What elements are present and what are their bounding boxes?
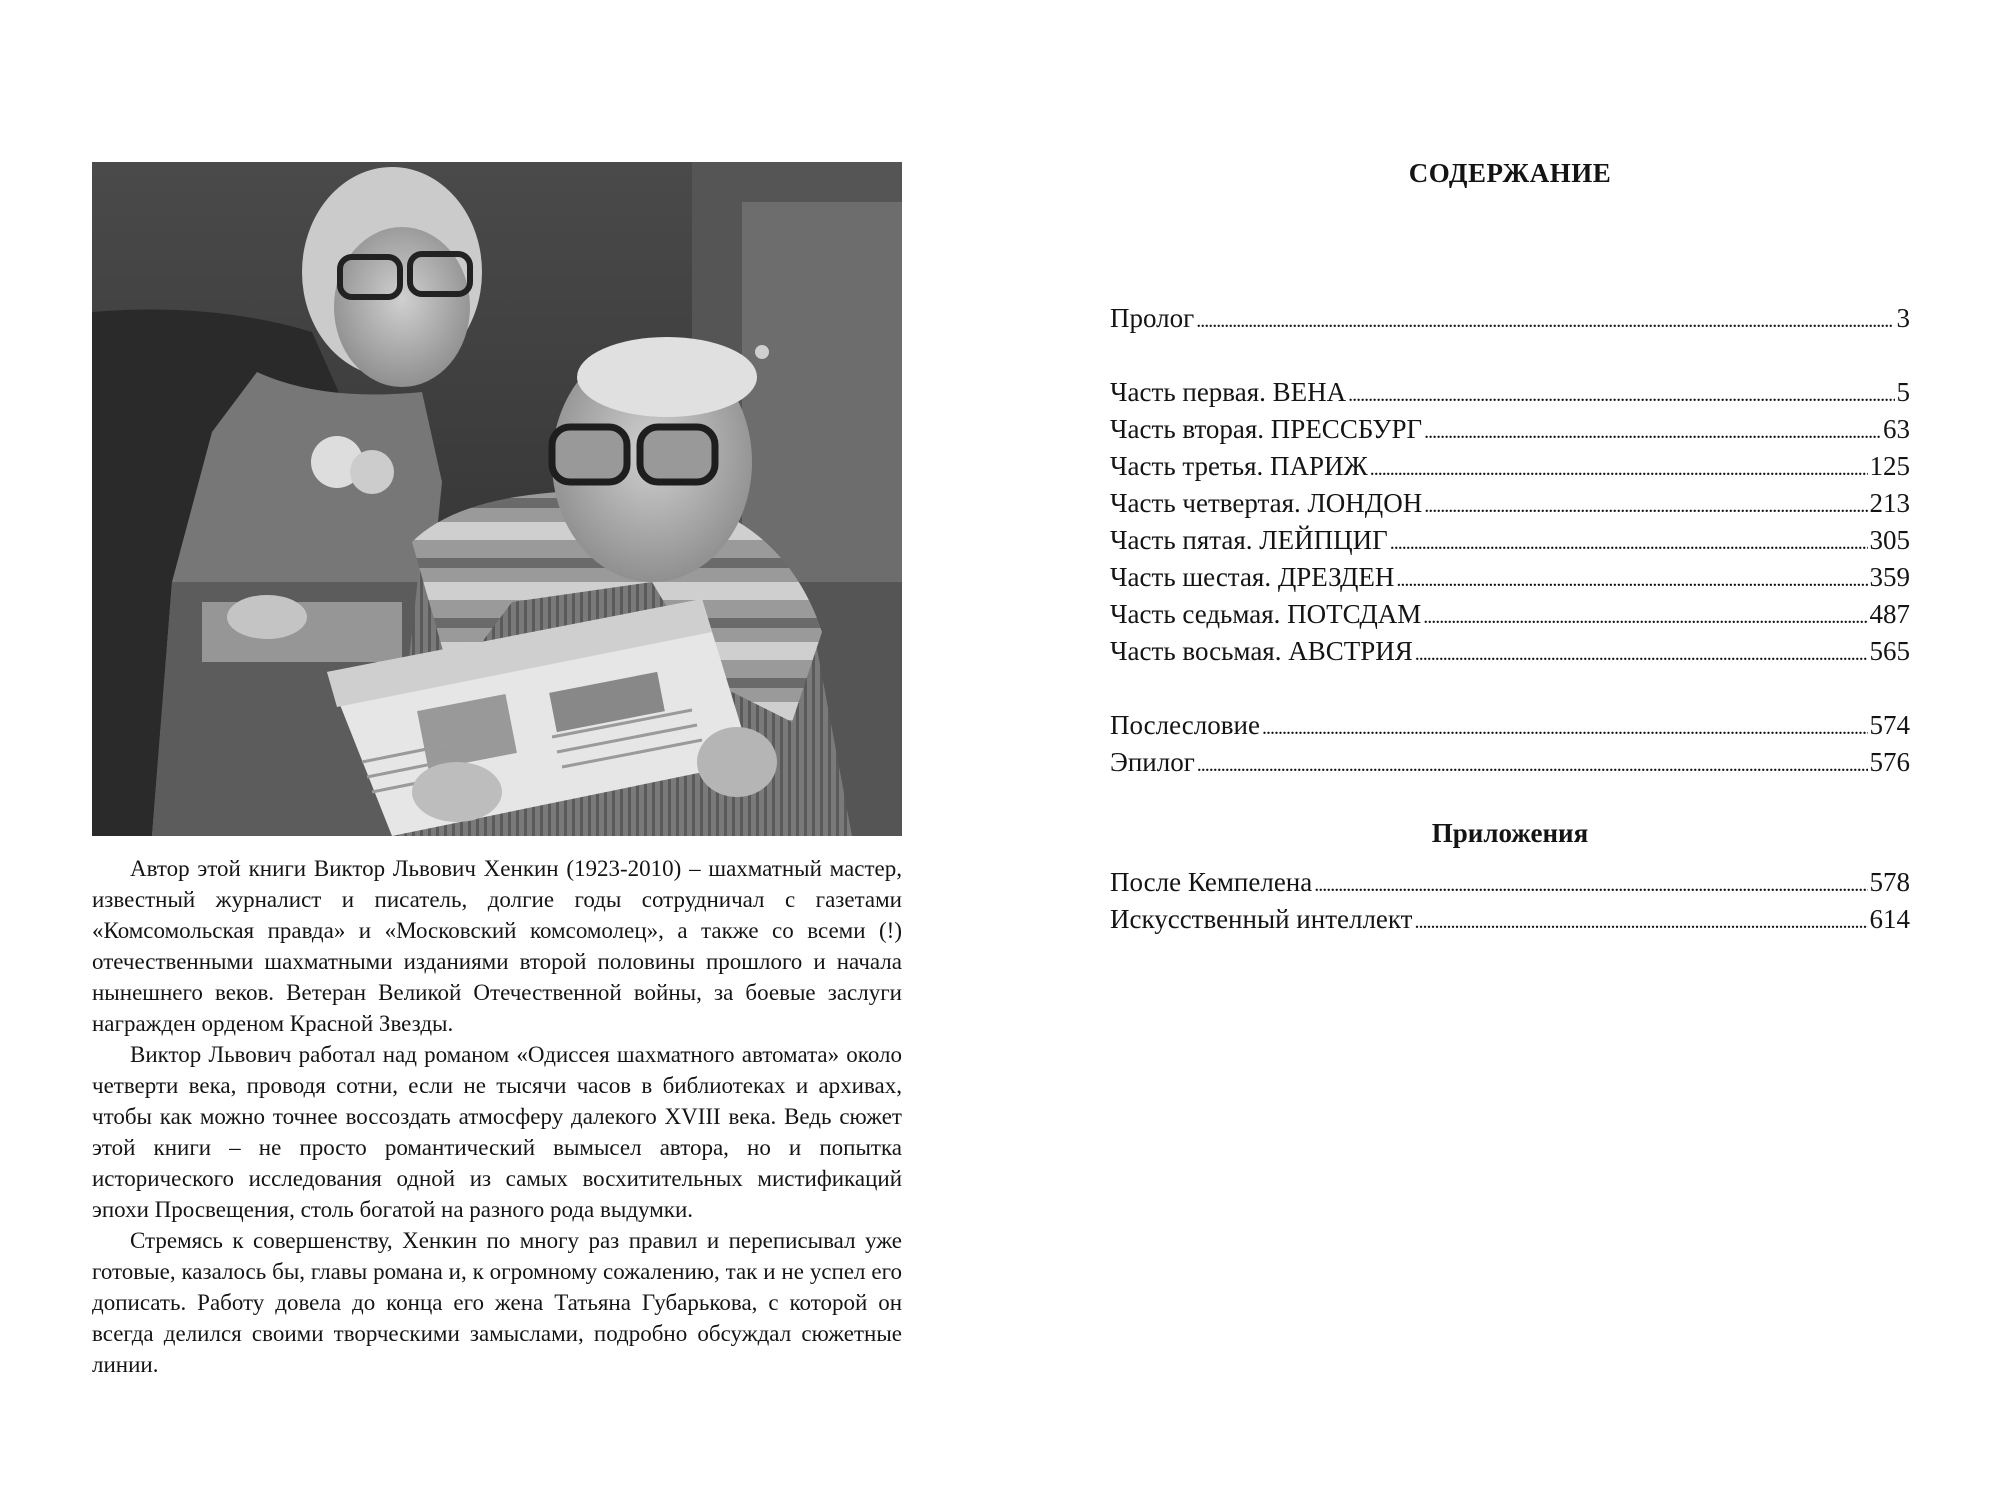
toc-leader-dots xyxy=(1314,867,1867,904)
toc-leader-dots xyxy=(1390,525,1868,562)
toc-leader-dots xyxy=(1196,303,1894,340)
bio-paragraph: Стремясь к совершенству, Хенкин по многу раз правил и переписывал уже готовые, казалось бы, главы романа и, к огромному сожалению, так и не успел его дописать. Работу довела до конца его жена Татьяна Губарькова, с которой он всегда делился своими творческими замыслами, подробно обсуждал сюжетные линии. xyxy=(92,1228,902,1377)
toc-entry-page: 305 xyxy=(1869,525,1910,555)
toc-entry-page: 565 xyxy=(1869,636,1910,666)
toc-leader-dots xyxy=(1415,636,1868,673)
toc-leader-dots xyxy=(1197,747,1868,784)
toc-entry-page: 3 xyxy=(1896,303,1910,333)
toc-entry[interactable] xyxy=(1110,300,1910,337)
toc-appendix xyxy=(1110,864,1910,938)
toc-entry[interactable] xyxy=(1110,707,1910,744)
toc-entry-label: Пролог xyxy=(1110,303,1195,333)
toc-entry-label: Часть вторая. ПРЕССБУРГ xyxy=(1110,414,1423,444)
toc-prologue xyxy=(1110,300,1910,337)
toc-entry-label: Эпилог xyxy=(1110,747,1195,777)
author-photo xyxy=(92,162,902,836)
bio-paragraph: Виктор Львович работал над романом «Одиссея шахматного автомата» около четверти века, проводя сотни, если не тысячи часов в библиотеках и архивах, чтобы как можно точнее воссоздать атмосферу далекого XVIII века. Ведь сюжет этой книги – не просто романтический вымысел автора, но и попытка исторического исследования одной из самых восхитительных мистификаций эпохи Просвещения, столь богатой на разного рода выдумки. xyxy=(92,1042,902,1222)
toc-entry-label: Часть третья. ПАРИЖ xyxy=(1110,451,1368,481)
toc-entry[interactable] xyxy=(1110,633,1910,670)
toc-entry[interactable] xyxy=(1110,559,1910,596)
toc-entry-label: Часть первая. ВЕНА xyxy=(1110,377,1347,407)
toc-entry-label: Часть седьмая. ПОТСДАМ xyxy=(1110,599,1422,629)
toc-entry-page: 213 xyxy=(1869,488,1910,518)
toc-entry-label: Часть пятая. ЛЕЙПЦИГ xyxy=(1110,525,1388,555)
toc-leader-dots xyxy=(1424,414,1881,451)
author-bio xyxy=(92,853,902,1380)
appendix-title: Приложения xyxy=(1431,818,1589,848)
toc-entry-page: 578 xyxy=(1869,867,1910,897)
toc-leader-dots xyxy=(1396,562,1867,599)
toc-leader-dots xyxy=(1262,710,1868,747)
toc-leader-dots xyxy=(1423,599,1867,636)
bio-paragraph: Автор этой книги Виктор Львович Хенкин (1923-2010) – шахматный мастер, известный журналист и писатель, долгие годы сотрудничал с газетами «Комсомольская правда» и «Московский комсомолец», а также со всеми (!) отечественными шахматными изданиями второй половины прошлого и начала нынешнего веков. Ветеран Великой Отечественной войны, за боевые заслуги награжден орденом Красной Звезды. xyxy=(92,856,902,1036)
toc-entry[interactable] xyxy=(1110,596,1910,633)
toc-entry[interactable] xyxy=(1110,901,1910,938)
toc-entry[interactable] xyxy=(1110,744,1910,781)
toc-entry-label: Послесловие xyxy=(1110,710,1260,740)
toc-entry-page: 5 xyxy=(1896,377,1910,407)
toc-entry[interactable] xyxy=(1110,374,1910,411)
toc-entry-page: 125 xyxy=(1869,451,1910,481)
toc-entry-page: 576 xyxy=(1869,747,1910,777)
toc-entry-page: 63 xyxy=(1883,414,1910,444)
toc-entry-label: Искусственный интеллект xyxy=(1110,904,1413,934)
toc-entry[interactable] xyxy=(1110,411,1910,448)
toc-entry[interactable] xyxy=(1110,522,1910,559)
toc-leader-dots xyxy=(1414,904,1867,941)
toc-entry-page: 574 xyxy=(1869,710,1910,740)
toc-entry[interactable] xyxy=(1110,448,1910,485)
toc-entry[interactable] xyxy=(1110,864,1910,901)
toc-entry-label: Часть шестая. ДРЕЗДЕН xyxy=(1110,562,1395,592)
toc-entry-label: Часть восьмая. АВСТРИЯ xyxy=(1110,636,1413,666)
toc-entry-page: 359 xyxy=(1869,562,1910,592)
toc-entry-label: Часть четвертая. ЛОНДОН xyxy=(1110,488,1423,518)
toc-leader-dots xyxy=(1348,377,1894,414)
photo-image xyxy=(92,162,902,836)
toc-entry-page: 487 xyxy=(1869,599,1910,629)
toc-entry-label: После Кемпелена xyxy=(1110,867,1313,897)
toc-title: СОДЕРЖАНИЕ xyxy=(1408,158,1612,188)
toc-leader-dots xyxy=(1424,488,1867,525)
toc-entry[interactable] xyxy=(1110,485,1910,522)
toc-entry-page: 614 xyxy=(1869,904,1910,934)
toc-end-sections xyxy=(1110,707,1910,781)
toc-parts xyxy=(1110,374,1910,670)
toc-leader-dots xyxy=(1370,451,1868,488)
